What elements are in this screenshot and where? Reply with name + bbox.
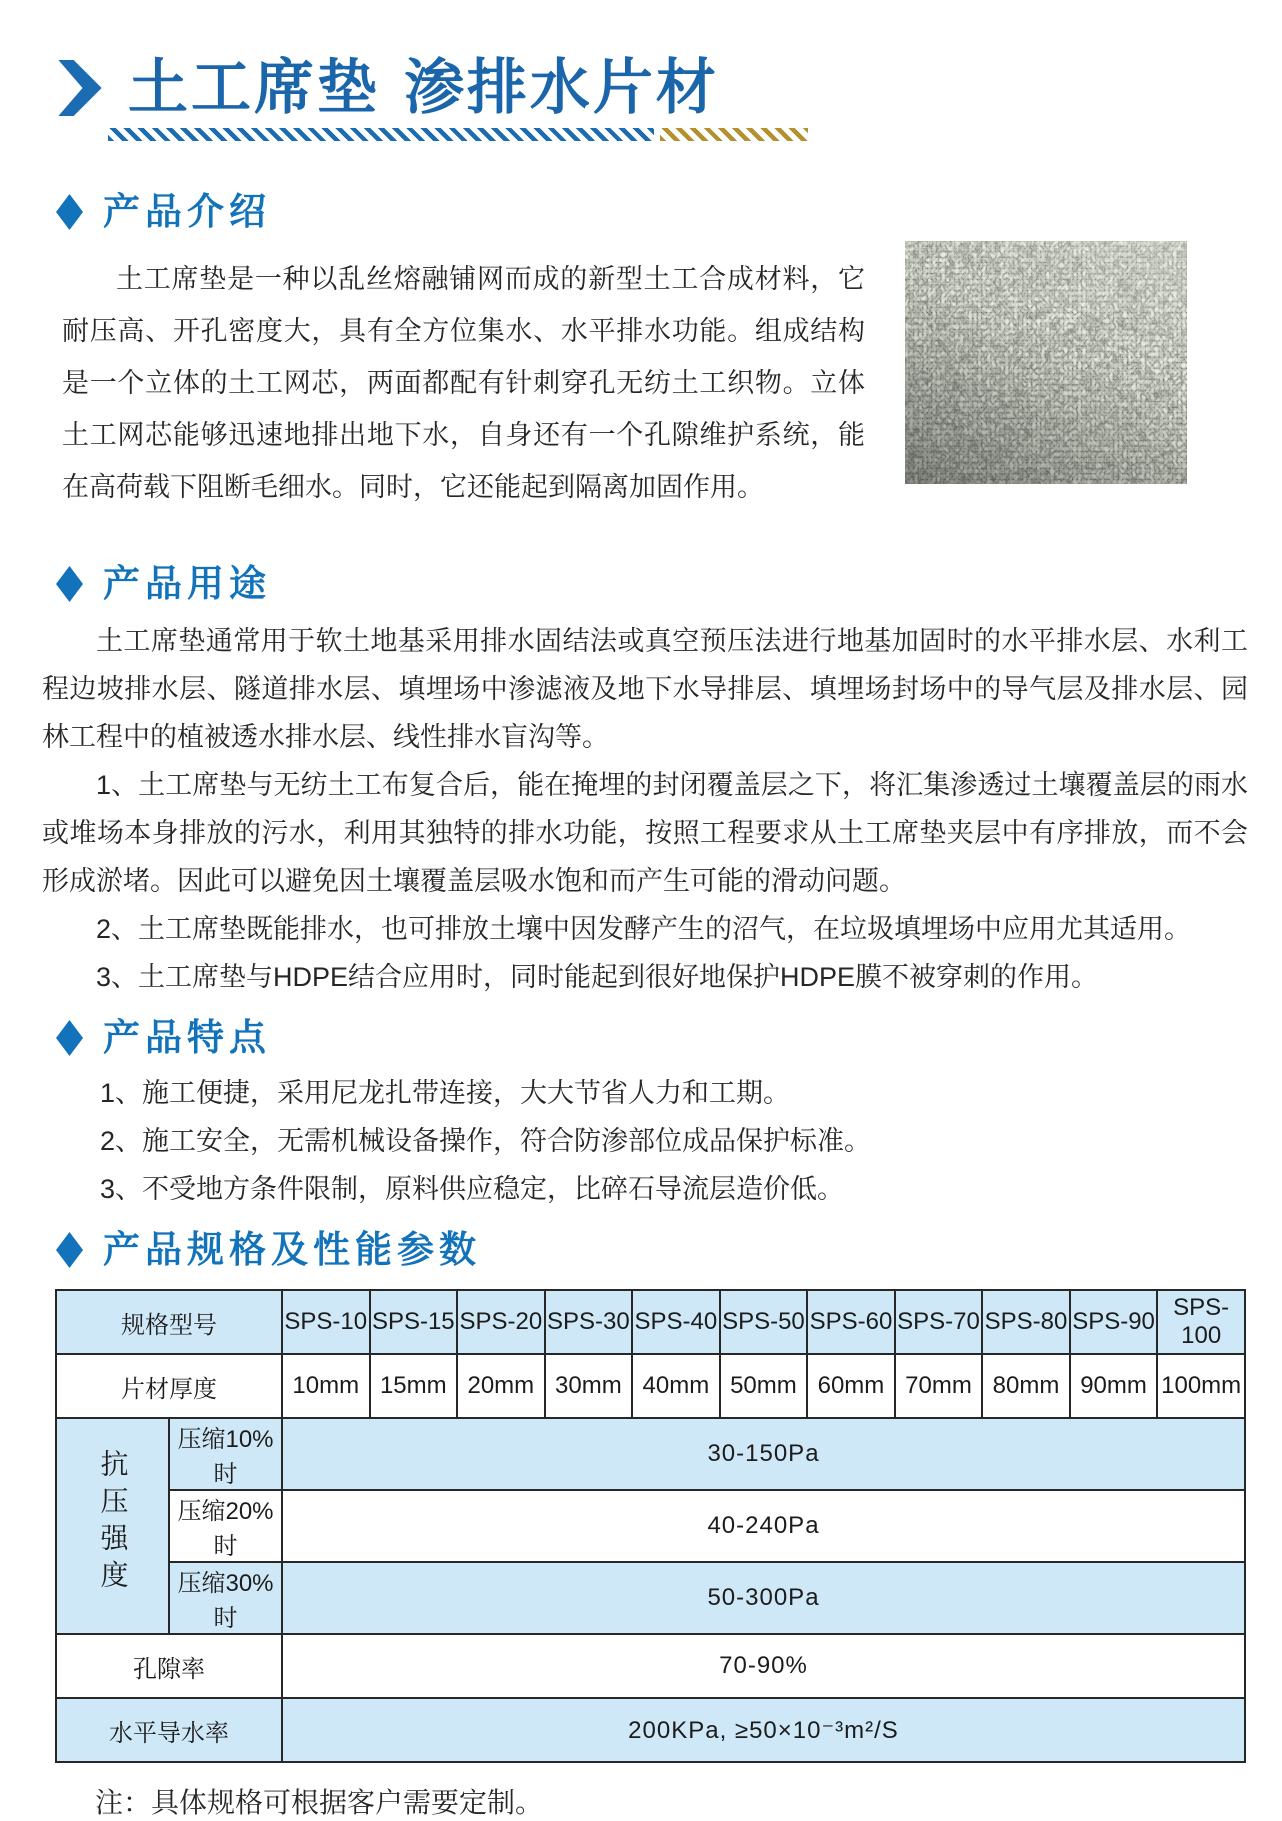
diamond-icon	[56, 194, 83, 230]
features-body	[42, 1069, 1248, 1213]
section-intro-title: 产品介绍	[103, 191, 271, 232]
feature-item: 1、施工便捷，采用尼龙扎带连接，大大节省人力和工期。	[100, 1078, 791, 1108]
divider-gold-stripes	[660, 128, 808, 141]
section-features-title: 产品特点	[103, 1017, 271, 1058]
product-photo	[905, 241, 1187, 484]
thickness-cell: 80mm	[982, 1354, 1070, 1418]
page-header	[0, 0, 1282, 123]
diamond-icon	[56, 1020, 83, 1056]
section-intro	[0, 189, 1282, 513]
usage-paragraph: 3、土工席垫与HDPE结合应用时，同时能起到很好地保护HDPE膜不被穿刺的作用。	[96, 962, 1099, 992]
section-specs	[0, 1227, 1282, 1821]
thickness-label-cell: 片材厚度	[56, 1354, 282, 1418]
photo-lighting-overlay	[905, 241, 1187, 484]
divider-stripes	[108, 128, 808, 141]
thickness-cell: 10mm	[282, 1354, 370, 1418]
table-row-compress-30	[56, 1562, 1245, 1634]
table-row-conductivity	[56, 1698, 1245, 1762]
model-cell: SPS-30	[545, 1290, 633, 1354]
porosity-label-cell: 孔隙率	[56, 1634, 282, 1698]
thickness-cell: 30mm	[545, 1354, 633, 1418]
page-title: 土工席垫 渗排水片材	[128, 53, 719, 123]
title-arrow-icon	[58, 60, 102, 116]
section-specs-title: 产品规格及性能参数	[103, 1229, 481, 1270]
spec-table	[55, 1289, 1246, 1763]
model-cell: SPS-100	[1157, 1290, 1245, 1354]
thickness-cell: 20mm	[457, 1354, 545, 1418]
model-cell: SPS-50	[720, 1290, 808, 1354]
thickness-cell: 50mm	[720, 1354, 808, 1418]
section-features	[0, 1015, 1282, 1213]
model-cell: SPS-10	[282, 1290, 370, 1354]
section-specs-heading-row	[56, 1227, 1282, 1273]
compressive-group-cell	[56, 1418, 169, 1634]
usage-body	[42, 617, 1248, 1001]
usage-paragraph: 土工席垫通常用于软土地基采用排水固结法或真空预压法进行地基加固时的水平排水层、水利工程边坡排水层、隧道排水层、填埋场中渗滤液及地下水导排层、填埋场封场中的导气层及排水层、园林工程中的植被透水排水层、线性排水盲沟等。	[42, 626, 1248, 752]
model-label-cell: 规格型号	[56, 1290, 282, 1354]
table-row-compress-10	[56, 1418, 1245, 1490]
section-usage-title: 产品用途	[103, 563, 271, 604]
compress-row-value: 30-150Pa	[282, 1418, 1245, 1490]
intro-paragraph: 土工席垫是一种以乱丝熔融铺网而成的新型土工合成材料，它耐压高、开孔密度大，具有全方位集水、水平排水功能。组成结构是一个立体的土工网芯，两面都配有针刺穿孔无纺土工织物。立体土工网芯能够迅速地排出地下水，自身还有一个孔隙维护系统，能在高荷载下阻断毛细水。同时，它还能起到隔离加固作用。	[62, 264, 865, 502]
porosity-value-cell: 70-90%	[282, 1634, 1245, 1698]
usage-paragraph: 2、土工席垫既能排水，也可排放土壤中因发酵产生的沼气，在垃圾填埋场中应用尤其适用。	[96, 914, 1192, 944]
section-features-heading-row	[56, 1015, 1282, 1061]
spec-note: 注：具体规格可根据客户需要定制。	[95, 1787, 544, 1818]
diamond-icon	[56, 566, 83, 602]
table-row-porosity	[56, 1634, 1245, 1698]
compress-row-label: 压缩10%时	[169, 1418, 282, 1490]
model-cell: SPS-40	[632, 1290, 720, 1354]
compress-row-label: 压缩20%时	[169, 1490, 282, 1562]
model-cell: SPS-80	[982, 1290, 1070, 1354]
usage-paragraph: 1、土工席垫与无纺土工布复合后，能在掩埋的封闭覆盖层之下，将汇集渗透过土壤覆盖层的雨水或堆场本身排放的污水，利用其独特的排水功能，按照工程要求从土工席垫夹层中有序排放，而不会形成淤堵。因此可以避免因土壤覆盖层吸水饱和而产生可能的滑动问题。	[42, 770, 1248, 896]
compress-row-label: 压缩30%时	[169, 1562, 282, 1634]
table-row-models	[56, 1290, 1245, 1354]
thickness-cell: 40mm	[632, 1354, 720, 1418]
thickness-cell: 15mm	[370, 1354, 458, 1418]
feature-item: 3、不受地方条件限制，原料供应稳定，比碎石导流层造价低。	[100, 1174, 845, 1204]
diamond-icon	[56, 1232, 83, 1268]
compress-row-value: 40-240Pa	[282, 1490, 1245, 1562]
section-intro-heading-row	[56, 189, 1282, 235]
model-cell: SPS-60	[807, 1290, 895, 1354]
spec-table-wrap	[55, 1289, 1246, 1763]
thickness-cell: 90mm	[1070, 1354, 1158, 1418]
thickness-cell: 100mm	[1157, 1354, 1245, 1418]
intro-body	[62, 253, 1187, 513]
compress-row-value: 50-300Pa	[282, 1562, 1245, 1634]
table-row-compress-20	[56, 1490, 1245, 1562]
divider-blue-stripes	[108, 128, 654, 141]
conductivity-label-cell: 水平导水率	[56, 1698, 282, 1762]
model-cell: SPS-15	[370, 1290, 458, 1354]
compressive-group-label: 抗压强度	[97, 1448, 129, 1597]
table-row-thickness	[56, 1354, 1245, 1418]
thickness-cell: 60mm	[807, 1354, 895, 1418]
conductivity-value-cell: 200KPa, ≥50×10⁻³m²/S	[282, 1698, 1245, 1762]
model-cell: SPS-20	[457, 1290, 545, 1354]
section-usage	[0, 561, 1282, 1001]
model-cell: SPS-70	[895, 1290, 983, 1354]
section-usage-heading-row	[56, 561, 1282, 607]
feature-item: 2、施工安全，无需机械设备操作，符合防渗部位成品保护标准。	[100, 1126, 872, 1156]
thickness-cell: 70mm	[895, 1354, 983, 1418]
model-cell: SPS-90	[1070, 1290, 1158, 1354]
